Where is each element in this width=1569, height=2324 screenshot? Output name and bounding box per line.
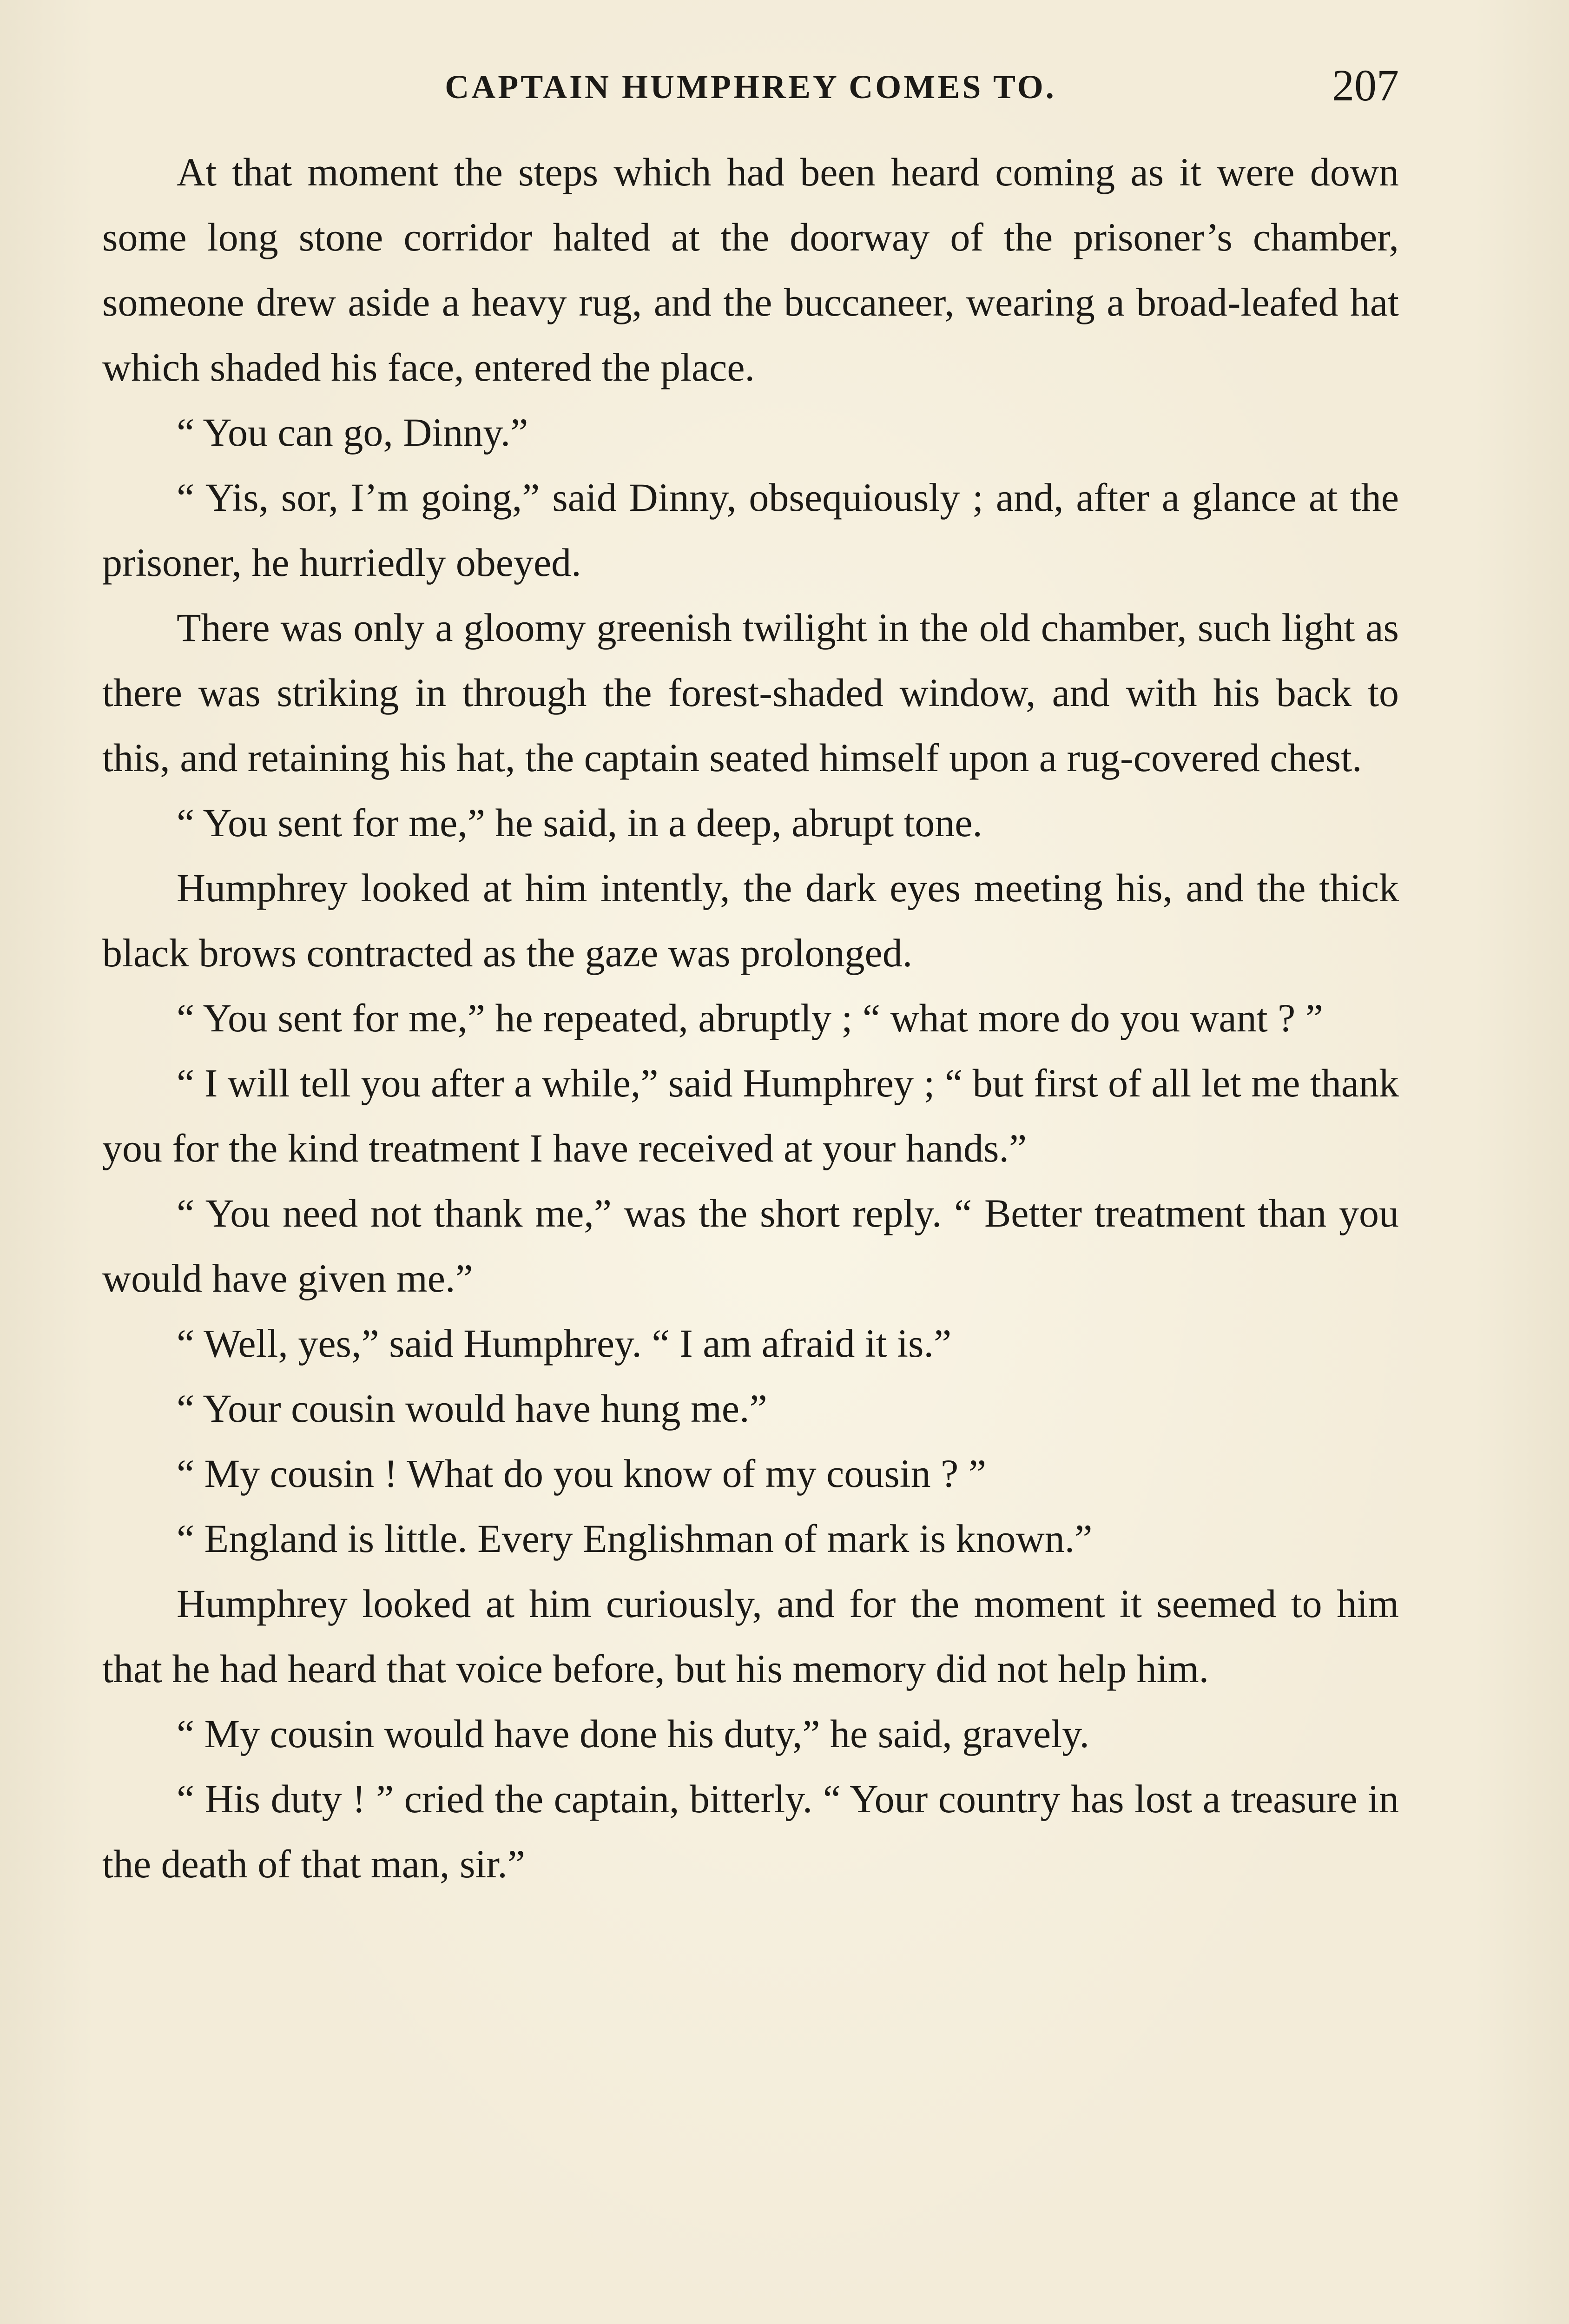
paragraph: “ You need not thank me,” was the short reply. “ Better treatment than you would have given me.” xyxy=(102,1191,1399,1301)
paragraph: “ My cousin would have done his duty,” he said, gravely. xyxy=(177,1711,1090,1756)
paragraph: “ His duty ! ” cried the captain, bitterly. “ Your country has lost a treasure in the death of that man, sir.” xyxy=(102,1776,1399,1886)
running-title: CAPTAIN HUMPHREY COMES TO. xyxy=(445,68,1056,106)
paragraph: “ You sent for me,” he repeated, abruptly ; “ what more do you want ? ” xyxy=(177,996,1323,1040)
paragraph: “ I will tell you after a while,” said Humphrey ; “ but first of all let me thank you for the kind treatment I have received at your hands.” xyxy=(102,1061,1399,1170)
paragraph: “ My cousin ! What do you know of my cousin ? ” xyxy=(177,1451,987,1496)
paragraph: “ England is little. Every Englishman of mark is known.” xyxy=(177,1516,1093,1561)
paragraph: “ Yis, sor, I’m going,” said Dinny, obsequiously ; and, after a glance at the prisoner, he hurriedly obeyed. xyxy=(102,475,1399,585)
body-text xyxy=(102,139,1399,1896)
paragraph: “ Well, yes,” said Humphrey. “ I am afraid it is.” xyxy=(177,1321,952,1366)
paragraph: Humphrey looked at him intently, the dark eyes meeting his, and the thick black brows contracted as the gaze was prolonged. xyxy=(102,865,1399,975)
paragraph: Humphrey looked at him curiously, and for the moment it seemed to him that he had heard that voice before, but his memory did not help him. xyxy=(102,1581,1399,1691)
paragraph: At that moment the steps which had been heard coming as it were down some long stone corridor halted at the doorway of the prisoner’s chamber, someone drew aside a heavy rug, and the buccaneer, wearing a broad-leafed hat which shaded his face, entered the place. xyxy=(102,150,1399,390)
paragraph: “ You can go, Dinny.” xyxy=(177,410,528,455)
page-header xyxy=(102,56,1399,116)
page-number: 207 xyxy=(1332,60,1399,110)
paragraph: There was only a gloomy greenish twilight in the old chamber, such light as there was striking in through the forest-shaded window, and with his back to this, and retaining his hat, the captain seated himself upon a rug-covered chest. xyxy=(102,605,1399,780)
paragraph: “ You sent for me,” he said, in a deep, abrupt tone. xyxy=(177,800,982,845)
paragraph: “ Your cousin would have hung me.” xyxy=(177,1386,767,1431)
